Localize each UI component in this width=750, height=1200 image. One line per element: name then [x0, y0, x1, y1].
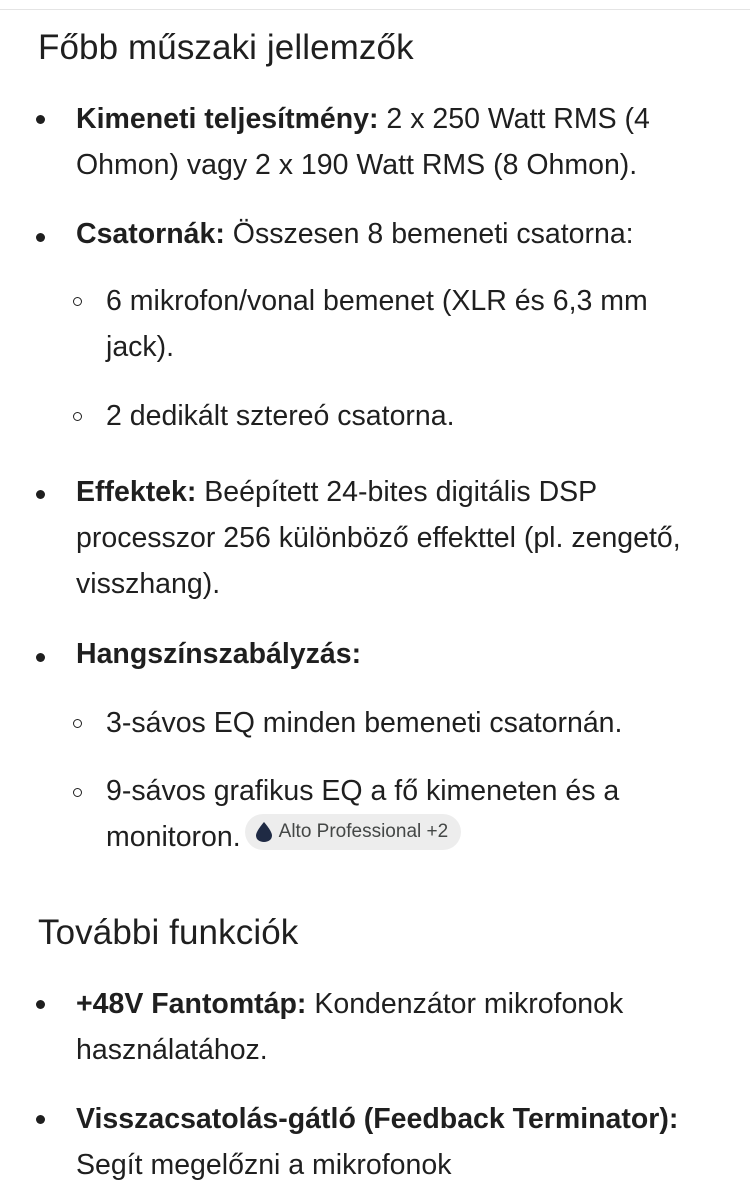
source-chip-label: Alto Professional +2	[278, 821, 449, 842]
sub-bullet	[73, 297, 82, 306]
item-label: Kimeneti teljesítmény:	[76, 103, 379, 135]
sub-item-mic-inputs: 6 mikrofon/vonal bemenet (XLR és 6,3 mm jack).	[106, 285, 648, 363]
item-label: +48V Fantomtáp:	[76, 988, 307, 1020]
item-text: Beépített 24-bites digitális DSP processzor 256 különböző effekttel (pl. zengető, visszhang).	[76, 476, 681, 600]
item-text: Segít megelőzni a mikrofonok	[76, 1149, 452, 1181]
sub-bullet	[73, 719, 82, 728]
sub-item-9band-eq	[106, 768, 716, 860]
bullet	[36, 115, 45, 124]
source-chip[interactable]	[245, 814, 462, 850]
sub-item-text: 9-sávos grafikus EQ a fő kimeneten és a monitoron.	[106, 775, 620, 853]
sub-item-stereo-channels: 2 dedikált sztereó csatorna.	[106, 400, 455, 432]
sub-bullet	[73, 412, 82, 421]
sub-item-3band-eq: 3-sávos EQ minden bemeneti csatornán.	[106, 707, 623, 739]
bullet	[36, 1115, 45, 1124]
section-title-main-specs: Főbb műszaki jellemzők	[38, 28, 414, 67]
item-text: 2 x 250 Watt RMS (4 Ohmon) vagy 2 x 190 Watt RMS (8 Ohmon).	[76, 103, 650, 181]
list-item-eq	[76, 631, 716, 677]
top-divider	[0, 9, 750, 10]
item-label: Effektek:	[76, 476, 197, 508]
item-text: Kondenzátor mikrofonok használatához.	[76, 988, 624, 1066]
droplet-icon	[256, 822, 272, 842]
bullet	[36, 1000, 45, 1009]
item-label: Hangszínszabályzás:	[76, 638, 362, 670]
bullet	[36, 653, 45, 662]
list-item-feedback-terminator	[76, 1096, 716, 1188]
bullet	[36, 233, 45, 242]
list-item-channels	[76, 211, 716, 257]
list-item-output-power	[76, 96, 716, 188]
section-title-other-features: További funkciók	[38, 913, 299, 952]
item-label: Csatornák:	[76, 218, 225, 250]
item-text: Összesen 8 bemeneti csatorna:	[224, 218, 634, 250]
sub-bullet	[73, 788, 82, 797]
item-label: Visszacsatolás-gátló (Feedback Terminator):	[76, 1103, 679, 1135]
list-item-phantom-power	[76, 981, 716, 1073]
bullet	[36, 490, 45, 499]
list-item-effects	[76, 469, 716, 607]
